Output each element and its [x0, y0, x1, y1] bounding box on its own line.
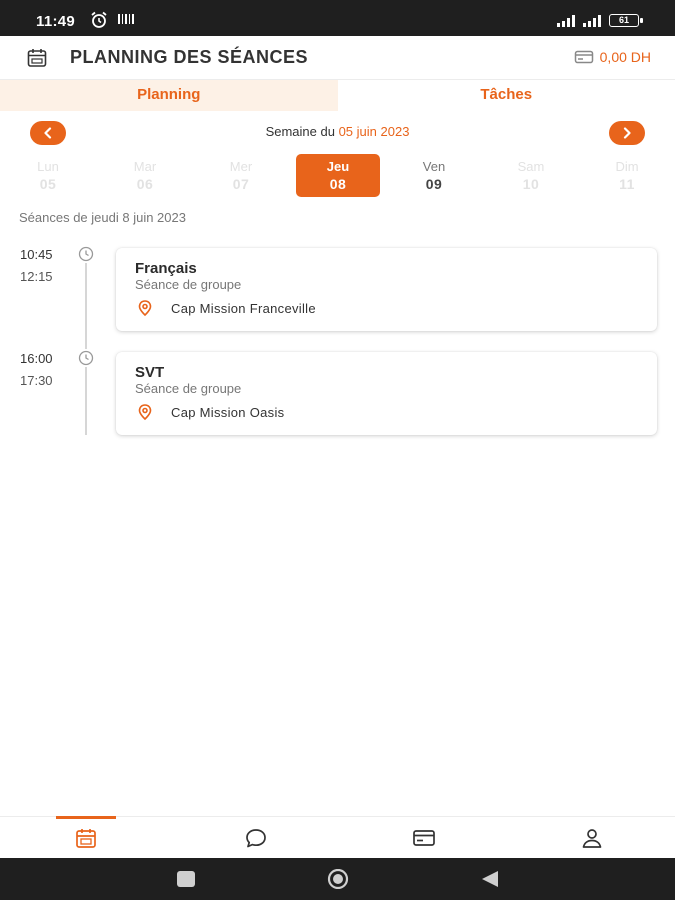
session-start-time: 16:00 [20, 351, 53, 366]
chat-icon [244, 827, 268, 849]
next-week-button[interactable] [609, 121, 645, 145]
day-sunday[interactable] [585, 154, 669, 197]
app-header [0, 36, 675, 80]
day-name: Ven [422, 159, 446, 174]
status-time: 11:49 [36, 13, 76, 30]
sessions-date-heading: Séances de jeudi 8 juin 2023 [19, 210, 186, 225]
nav-messages[interactable] [244, 827, 268, 849]
tab-taches[interactable]: Tâches [338, 80, 675, 111]
day-name: Mer [229, 159, 253, 174]
session-location: Cap Mission Oasis [171, 405, 285, 420]
day-name: Mar [133, 159, 157, 174]
active-tab-indicator [56, 816, 116, 819]
alarm-icon [90, 11, 108, 29]
day-number: 11 [619, 176, 635, 192]
clock-icon [77, 349, 95, 367]
profile-icon [580, 827, 604, 849]
session-end-time: 12:15 [20, 269, 53, 284]
session-location: Cap Mission Franceville [171, 301, 316, 316]
session-subject: Français [135, 260, 197, 277]
day-number: 08 [329, 176, 347, 192]
day-saturday[interactable] [489, 154, 573, 197]
day-number: 10 [522, 176, 540, 192]
session-end-time: 17:30 [20, 373, 53, 388]
barcode-icon [118, 14, 136, 24]
week-label-date: 05 juin 2023 [338, 124, 410, 139]
session-type: Séance de groupe [135, 277, 242, 292]
back-icon[interactable] [478, 869, 502, 889]
nav-planning[interactable] [74, 827, 98, 849]
card-icon [412, 827, 436, 849]
nav-profile[interactable] [580, 827, 604, 849]
wallet-icon [574, 49, 594, 65]
day-number: 05 [39, 176, 57, 192]
day-monday[interactable] [6, 154, 90, 197]
balance-amount: 0,00 DH [599, 49, 651, 65]
day-tuesday[interactable] [103, 154, 187, 197]
session-card[interactable] [116, 352, 657, 435]
system-navigation-bar [0, 858, 675, 900]
recent-apps-icon[interactable] [175, 869, 197, 889]
status-bar [0, 0, 675, 36]
session-subject: SVT [135, 364, 165, 381]
day-number: 06 [136, 176, 154, 192]
signal-icon [583, 15, 601, 27]
day-number: 09 [425, 176, 443, 192]
location-pin-icon [135, 299, 155, 317]
day-selector [0, 154, 675, 198]
week-navigator [0, 118, 675, 148]
tab-planning[interactable]: Planning [0, 80, 338, 111]
nav-payments[interactable] [412, 827, 436, 849]
calendar-icon [26, 47, 48, 69]
session-card[interactable] [116, 248, 657, 331]
day-name: Jeu [326, 159, 350, 174]
chevron-right-icon [621, 127, 633, 139]
tab-bar [0, 80, 675, 111]
clock-icon [77, 245, 95, 263]
day-name: Sam [517, 159, 545, 174]
battery-level: 61 [618, 15, 629, 25]
calendar-icon [74, 827, 98, 849]
week-label [0, 124, 675, 139]
balance-indicator[interactable] [574, 49, 651, 65]
week-label-prefix: Semaine du [265, 124, 339, 139]
location-pin-icon [135, 403, 155, 421]
day-name: Lun [37, 159, 59, 174]
battery-icon [609, 14, 639, 27]
day-number: 07 [232, 176, 250, 192]
day-name: Dim [615, 159, 639, 174]
day-thursday[interactable] [296, 154, 380, 197]
bottom-navigation [0, 816, 675, 858]
session-type: Séance de groupe [135, 381, 242, 396]
day-wednesday[interactable] [199, 154, 283, 197]
home-icon[interactable] [322, 869, 354, 889]
signal-4g-icon [557, 15, 575, 27]
day-friday[interactable] [392, 154, 476, 197]
session-start-time: 10:45 [20, 247, 53, 262]
page-title: PLANNING DES SÉANCES [70, 47, 309, 67]
